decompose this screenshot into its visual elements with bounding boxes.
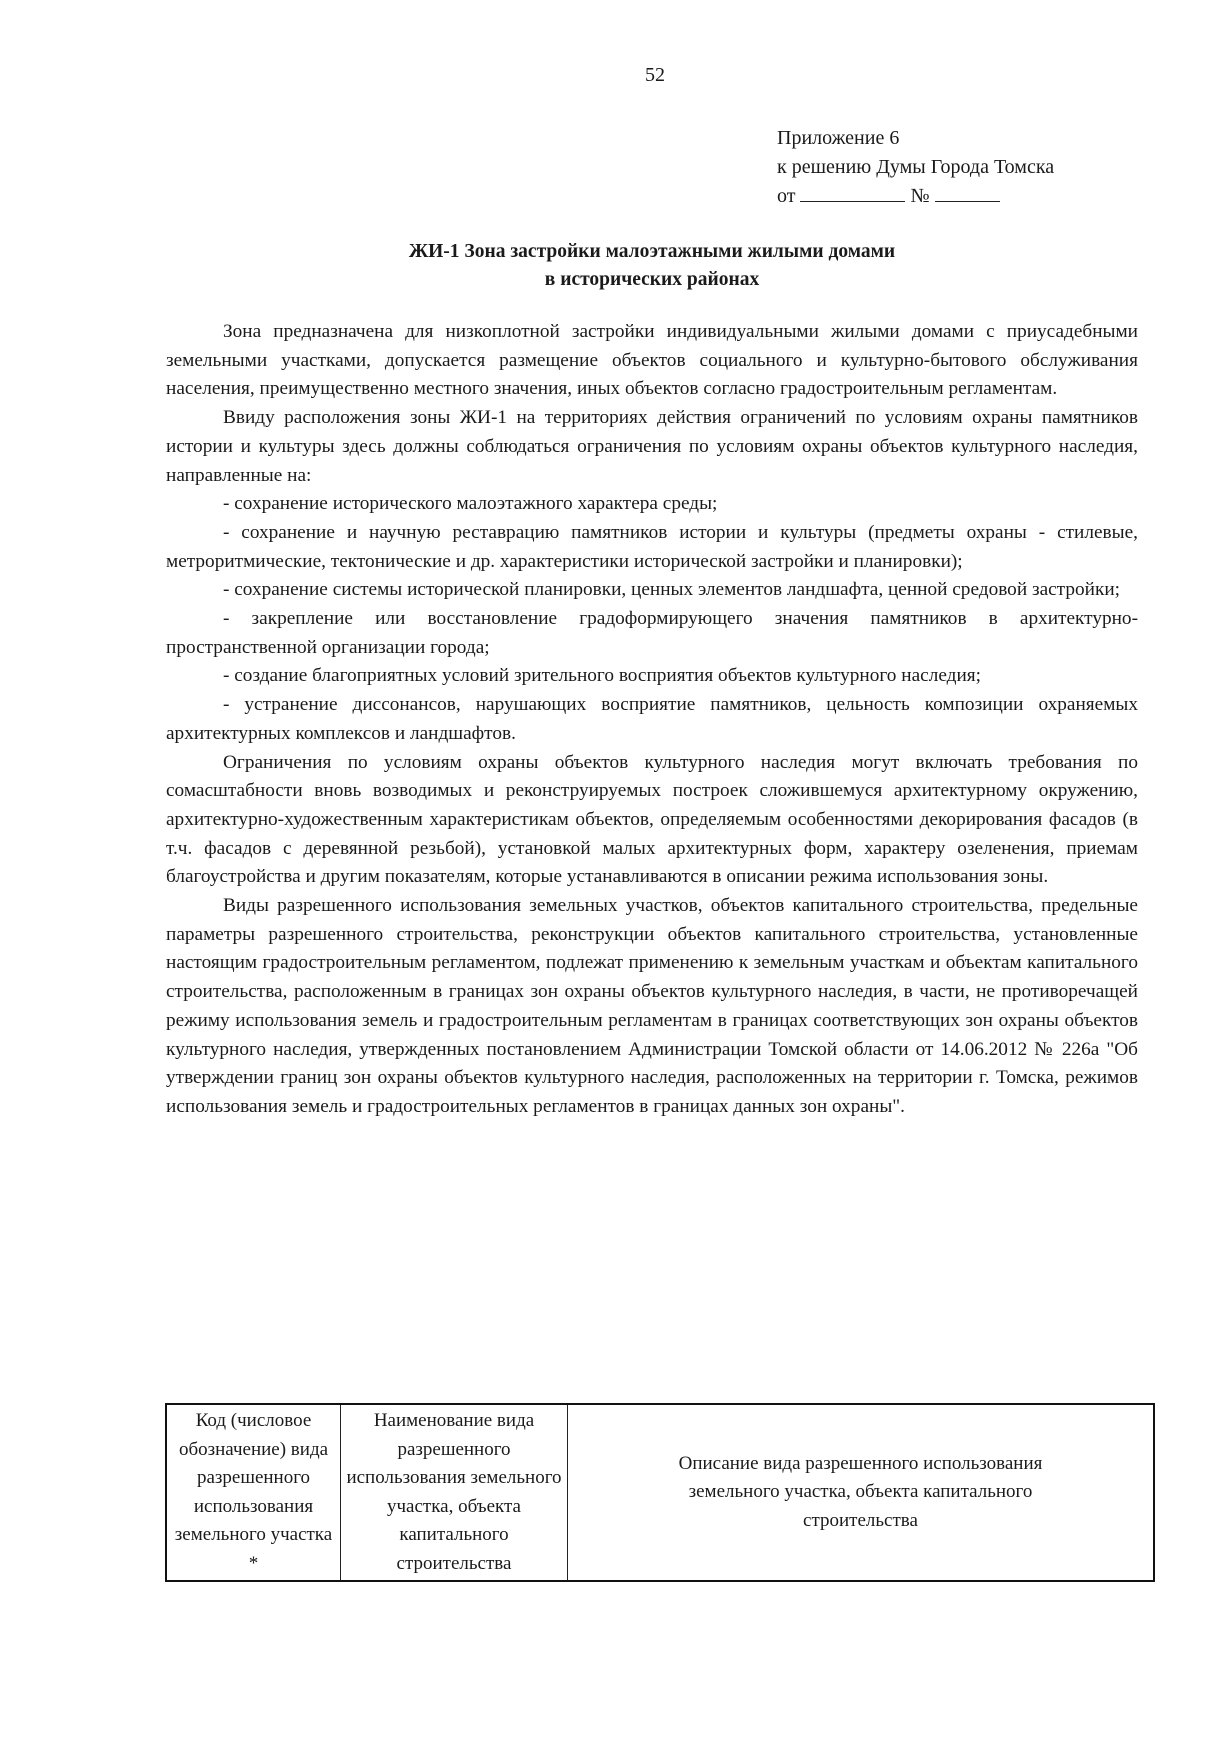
appendix-date-line [777, 182, 1054, 211]
paragraph: - закрепление или восстановление градоформирующего значения памятников в архитектурно-пространственной организации города; [166, 608, 1138, 658]
title-line-1: ЖИ-1 Зона застройки малоэтажными жилыми домами [408, 241, 896, 262]
paragraph: Зона предназначена для низкоплотной застройки индивидуальными жилыми домами с приусадебными земельными участками, допускается размещение объектов социального и культурно-бытового обслуживания населения, преимущественно местного значения, иных объектов согласно градостроительным регламентам. [166, 321, 1138, 400]
paragraph: Виды разрешенного использования земельных участков, объектов капитального строительства, предельные параметры разрешенного строительства, реконструкции объектов капитального строительства, установленные настоящим градостроительным регламентом, подлежат применению к земельным участкам и объектам капитального строительства, расположенным в границах зон охраны объектов культурного наследия, в части, не противоречащей режиму использования земель и градостроительным регламентам в границах соответствующих зон охраны объектов культурного наследия, утвержденных постановлением Администрации Томской области от 14.06.2012 № 226а "Об утверждении границ зон охраны объектов культурного наследия, расположенных на территории г. Томска, режимов использования земель и градостроительных регламентов в границах данных зон охраны". [166, 895, 1138, 1117]
header-code: Код (числовое обозначение) вида разрешенного использования земельного участка * [166, 1404, 341, 1581]
paragraph: - сохранение и научную реставрацию памятников истории и культуры (предметы охраны - стилевые, метроритмические, тектонические и др. характеристики исторической застройки и планировки); [166, 521, 1138, 572]
page-number: 52 [645, 64, 665, 86]
appendix-decision: к решению Думы Города Томска [777, 156, 1055, 178]
paragraph: - создание благоприятных условий зрительного восприятия объектов культурного наследия; [223, 665, 981, 687]
header-description [568, 1404, 1155, 1581]
number-blank [935, 183, 1000, 202]
document-title [166, 238, 1138, 294]
table-header-row [166, 1404, 1154, 1581]
paragraph: Ввиду расположения зоны ЖИ-1 на территориях действия ограничений по условиям охраны памятников истории и культуры здесь должны соблюдаться ограничения по условиям охраны объектов культурного наследия, направленные на: [166, 407, 1138, 486]
number-label: № [910, 185, 930, 207]
from-label: от [777, 185, 796, 207]
title-line-2: в исторических районах [544, 269, 760, 290]
document-body [166, 318, 1138, 1122]
appendix-number: Приложение 6 [777, 127, 900, 149]
date-blank [800, 183, 905, 202]
paragraph: - сохранение системы исторической планировки, ценных элементов ландшафта, ценной средовой застройки; [223, 579, 1120, 601]
usage-types-table [165, 1403, 1155, 1582]
paragraph: - сохранение исторического малоэтажного характера среды; [223, 493, 718, 515]
header-description-text: Описание вида разрешенного использования земельного участка, объекта капитального строительства [678, 1452, 1043, 1531]
paragraph: - устранение диссонансов, нарушающих восприятие памятников, цельность композиции охраняемых архитектурных комплексов и ландшафтов. [166, 694, 1138, 744]
appendix-block [777, 124, 1054, 211]
paragraph: Ограничения по условиям охраны объектов культурного наследия могут включать требования по сомасштабности вновь возводимых и реконструируемых построек сложившемуся архитектурному окружению, архитектурно-художественным характеристикам объектов, определяемым особенностями декорирования фасадов (в т.ч. фасадов с деревянной резьбой), установкой малых архитектурных форм, характеру озеленения, приемам благоустройства и другим показателям, которые устанавливаются в описании режима использования зоны. [166, 751, 1138, 888]
header-name: Наименование вида разрешенного использования земельного участка, объекта капитального строительства [341, 1404, 568, 1581]
